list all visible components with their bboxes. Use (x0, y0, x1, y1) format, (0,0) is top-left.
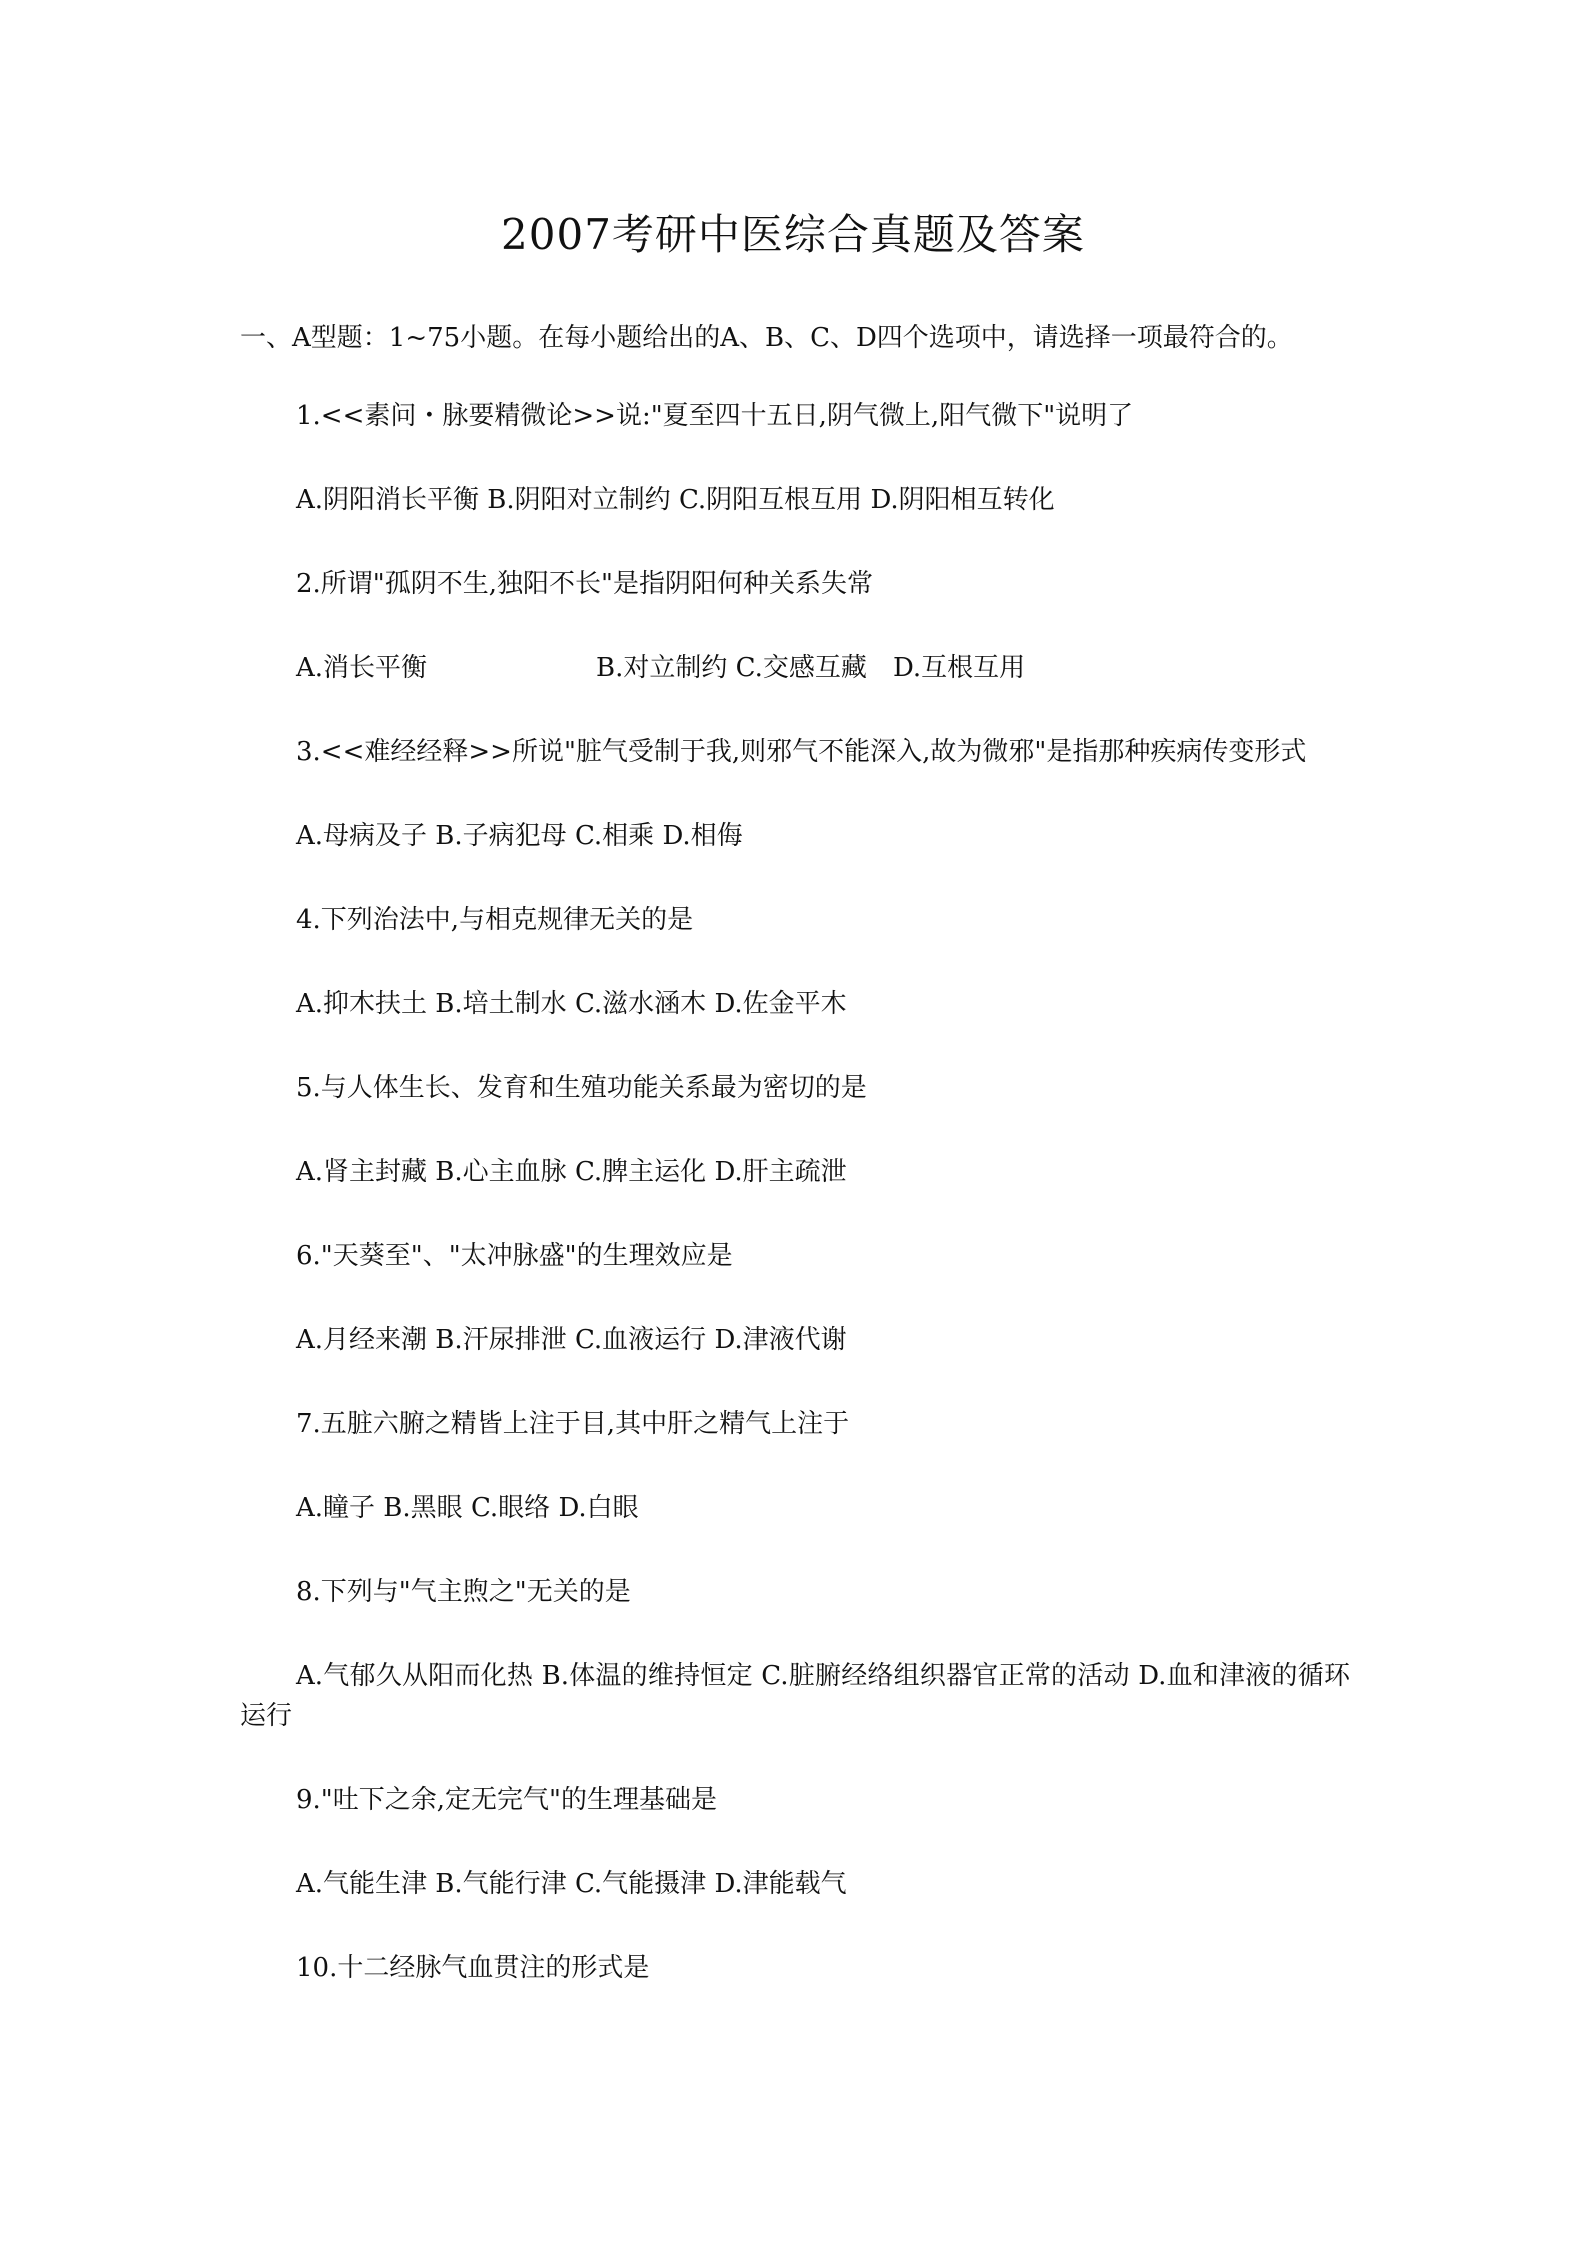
question-options: A.抑木扶土 B.培土制水 C.滋水涵木 D.佐金平木 (296, 989, 847, 1019)
question-stem: 7.五脏六腑之精皆上注于目,其中肝之精气上注于 (296, 1409, 850, 1439)
question-stem: 9."吐下之余,定无完气"的生理基础是 (296, 1785, 717, 1815)
question-options: A.气郁久从阳而化热 B.体温的维持恒定 C.脏腑经络组织器官正常的活动 D.血和津液的循环运行 (240, 1661, 1350, 1731)
question-stem: 2.所谓"孤阴不生,独阳不长"是指阴阳何种关系失常 (296, 569, 873, 599)
question-options: A.阴阳消长平衡 B.阴阳对立制约 C.阴阳互根互用 D.阴阳相互转化 (296, 485, 1055, 515)
option-b-c: B.对立制约 C.交感互藏 (596, 653, 867, 683)
question-stem: 10.十二经脉气血贯注的形式是 (296, 1953, 650, 1983)
question-options (240, 648, 1350, 732)
option-d: D.互根互用 (893, 653, 1026, 683)
section-heading: 一、A型题：1~75小题。在每小题给出的A、B、C、D四个选项中，请选择一项最符合的。 (240, 323, 1293, 353)
option-a: A.消长平衡 (296, 653, 428, 683)
question-list (240, 396, 1350, 2032)
question-stem: 4.下列治法中,与相克规律无关的是 (296, 905, 694, 935)
question-options: A.肾主封藏 B.心主血脉 C.脾主运化 D.肝主疏泄 (296, 1157, 847, 1187)
question-options: A.月经来潮 B.汗尿排泄 C.血液运行 D.津液代谢 (296, 1325, 847, 1355)
question-options: A.母病及子 B.子病犯母 C.相乘 D.相侮 (296, 821, 743, 851)
question-stem: 6."天葵至"、"太冲脉盛"的生理效应是 (296, 1241, 733, 1271)
question-stem: 3.<<难经经释>>所说"脏气受制于我,则邪气不能深入,故为微邪"是指那种疾病传变形式 (296, 737, 1307, 767)
question-stem: 1.<<素问・脉要精微论>>说:"夏至四十五日,阴气微上,阳气微下"说明了 (296, 401, 1134, 431)
question-stem: 8.下列与"气主煦之"无关的是 (296, 1577, 631, 1607)
page-title: 2007考研中医综合真题及答案 (501, 210, 1085, 259)
question-options: A.瞳子 B.黑眼 C.眼络 D.白眼 (296, 1493, 639, 1523)
question-options: A.气能生津 B.气能行津 C.气能摄津 D.津能载气 (296, 1869, 847, 1899)
question-stem: 5.与人体生长、发育和生殖功能关系最为密切的是 (296, 1073, 867, 1103)
